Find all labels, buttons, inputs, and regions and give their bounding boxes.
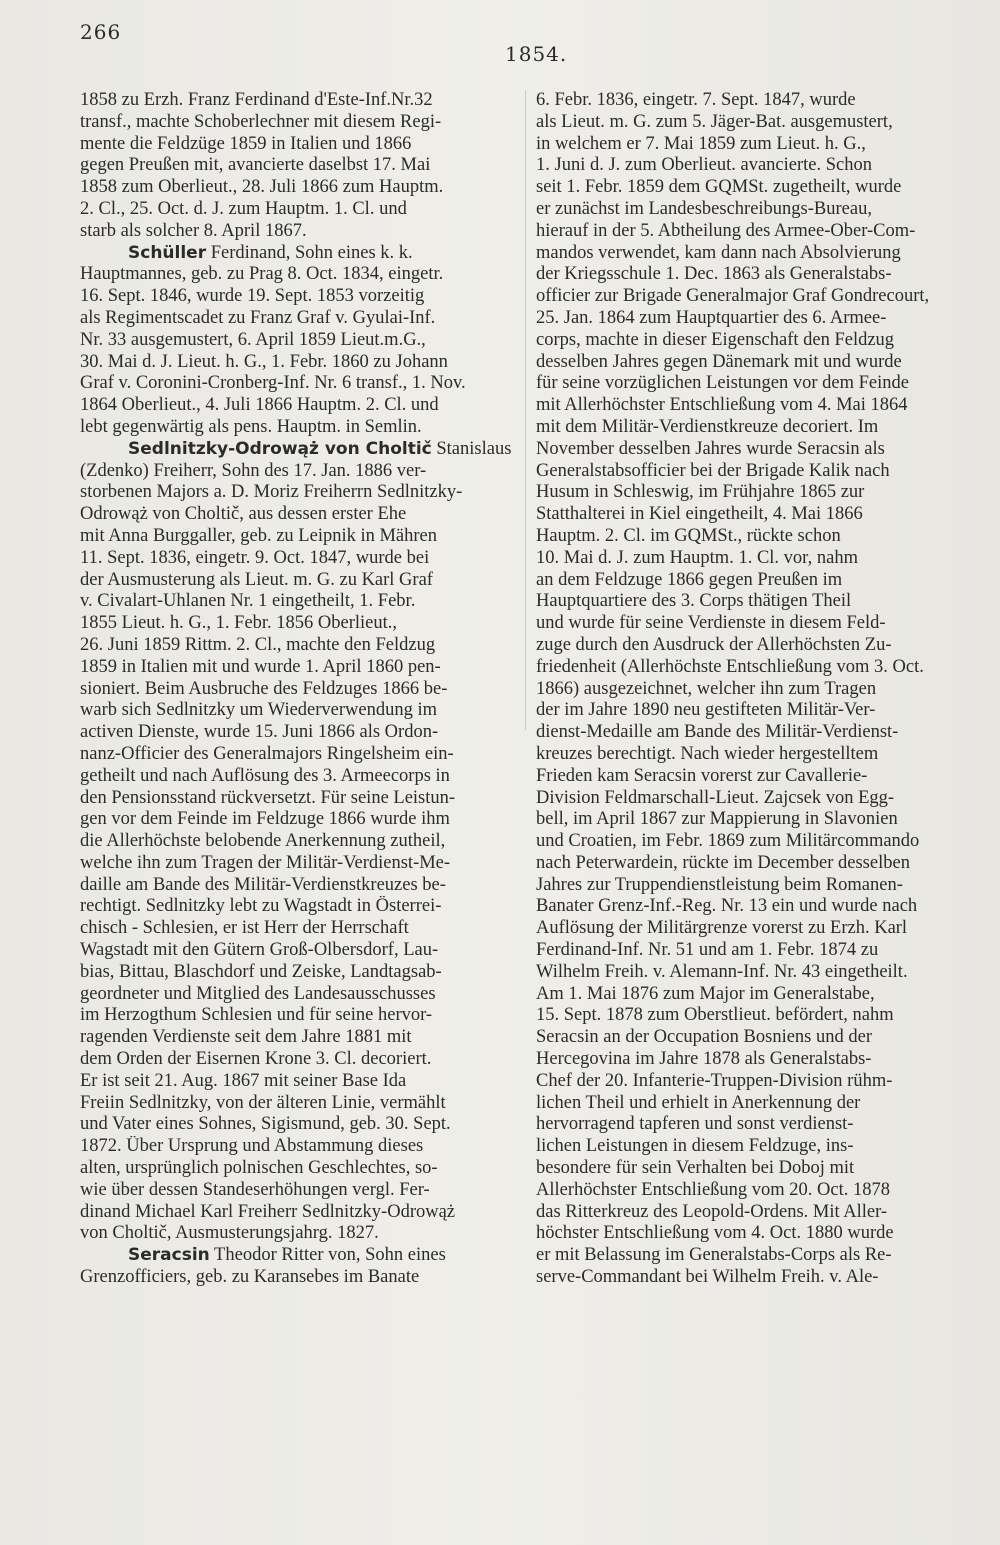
text-line: dienst-Medaille am Bande des Militär-Verdienst-: [536, 722, 899, 743]
text-line: bell, im April 1867 zur Mappierung in Slavonien: [536, 809, 898, 830]
text-line: Grenzofficiers, geb. zu Karansebes im Banate: [80, 1267, 420, 1288]
text-line: Er ist seit 21. Aug. 1867 mit seiner Base Ida: [80, 1070, 407, 1091]
text-line: 1. Juni d. J. zum Oberlieut. avancierte. Schon: [536, 155, 872, 176]
text-line: dinand Michael Karl Freiherr Sedlnitzky-Odrowąż: [80, 1201, 456, 1222]
text-line: dem Orden der Eisernen Krone 3. Cl. decoriert.: [80, 1049, 432, 1070]
text-line: hierauf in der 5. Abtheilung des Armee-Ober-Com-: [536, 220, 916, 241]
text-line: 1858 zu Erzh. Franz Ferdinand d'Este-Inf.Nr.32: [80, 90, 433, 110]
text-line: den Pensionsstand rückversetzt. Für seine Leistun-: [80, 787, 456, 808]
text-line: 25. Jan. 1864 zum Hauptquartier des 6. Armee-: [536, 307, 887, 328]
text-line: ragenden Verdienste seit dem Jahre 1881 mit: [80, 1027, 412, 1048]
text-line: nanz-Officier des Generalmajors Ringelsheim ein-: [80, 743, 454, 764]
text-line: und wurde für seine Verdienste in diesem Feld-: [536, 613, 886, 634]
text-line: 10. Mai d. J. zum Hauptm. 1. Cl. vor, nahm: [536, 547, 858, 568]
text-line: mente die Feldzüge 1859 in Italien und 1866: [80, 133, 412, 154]
text-line: alten, ursprünglich polnischen Geschlechtes, so-: [80, 1158, 438, 1179]
text-line: er mit Belassung im Generalstabs-Corps als Re-: [536, 1245, 892, 1266]
text-line: Hauptmannes, geb. zu Prag 8. Oct. 1834, eingetr.: [80, 264, 444, 285]
text-line: Graf v. Coronini-Cronberg-Inf. Nr. 6 transf., 1. Nov.: [80, 373, 466, 394]
page-number: 266: [80, 20, 122, 44]
text-line: höchster Entschließung vom 4. Oct. 1880 wurde: [536, 1223, 894, 1244]
right-text-column: [536, 90, 960, 1289]
text-line: der Kriegsschule 1. Dec. 1863 als Generalstabs-: [536, 264, 892, 285]
text-line: die Allerhöchste belobende Anerkennung zutheil,: [80, 831, 446, 852]
text-line: lichen Theil und erhielt in Anerkennung der: [536, 1092, 861, 1113]
text-line: Chef der 20. Infanterie-Truppen-Division rühm-: [536, 1070, 893, 1091]
text-line: Odrowąż von Choltič, aus dessen erster Ehe: [80, 504, 407, 525]
left-text-column: [80, 90, 520, 1289]
entry-name: Seracsin: [128, 1245, 210, 1266]
text-line: desselben Jahres gegen Dänemark mit und wurde: [536, 351, 902, 372]
text-line: lichen Leistungen in diesem Feldzuge, ins-: [536, 1136, 854, 1157]
text-line: Ferdinand-Inf. Nr. 51 und am 1. Febr. 1874 zu: [536, 940, 879, 961]
text-line: Wilhelm Freih. v. Alemann-Inf. Nr. 43 eingetheilt.: [536, 961, 908, 982]
text-line: storbenen Majors a. D. Moriz Freiherrn Sedlnitzky-: [80, 482, 463, 503]
text-line: Seracsin Theodor Ritter von, Sohn eines: [128, 1245, 446, 1266]
text-line: hervorragend tapferen und sonst verdienst-: [536, 1114, 854, 1135]
text-line: Seracsin an der Occupation Bosniens und der: [536, 1027, 872, 1048]
text-line: (Zdenko) Freiherr, Sohn des 17. Jan. 1886 ver-: [80, 460, 427, 481]
column-divider: [525, 90, 526, 730]
text-line: 1864 Oberlieut., 4. Juli 1866 Hauptm. 2. Cl. und: [80, 395, 439, 416]
text-line: und Croatien, im Febr. 1869 zum Militärcommando: [536, 831, 920, 852]
text-line: nach Peterwardein, rückte im December desselben: [536, 852, 910, 873]
text-line: Auflösung der Militärgrenze vorerst zu Erzh. Karl: [536, 918, 908, 939]
page-year-heading: 1854.: [505, 42, 568, 66]
text-line: besondere für sein Verhalten bei Doboj mit: [536, 1158, 855, 1179]
text-line: gen vor dem Feinde im Feldzuge 1866 wurde ihm: [80, 809, 450, 830]
text-line: Schüller Ferdinand, Sohn eines k. k.: [128, 242, 413, 263]
text-line: mit Allerhöchster Entschließung vom 4. Mai 1864: [536, 395, 908, 416]
text-line: 30. Mai d. J. Lieut. h. G., 1. Febr. 1860 zu Johann: [80, 351, 448, 372]
text-line: chisch - Schlesien, er ist Herr der Herrschaft: [80, 918, 409, 939]
text-line: starb als solcher 8. April 1867.: [80, 220, 307, 241]
text-line: 1859 in Italien mit und wurde 1. April 1860 pen-: [80, 656, 441, 677]
text-line: der Ausmusterung als Lieut. m. G. zu Karl Graf: [80, 569, 433, 590]
text-line: daille am Bande des Militär-Verdienstkreuzes be-: [80, 874, 446, 895]
text-line: Jahres zur Truppendienstleistung beim Romanen-: [536, 874, 903, 895]
text-line: zuge durch den Ausdruck der Allerhöchsten Zu-: [536, 634, 892, 655]
text-line: Am 1. Mai 1876 zum Major im Generalstabe,: [536, 983, 875, 1004]
text-line: Nr. 33 ausgemustert, 6. April 1859 Lieut.m.G.,: [80, 329, 426, 350]
text-line: 1872. Über Ursprung und Abstammung dieses: [80, 1136, 424, 1157]
text-line: 6. Febr. 1836, eingetr. 7. Sept. 1847, wurde: [536, 90, 856, 110]
text-line: friedenheit (Allerhöchste Entschließung vom 3. Oct.: [536, 656, 924, 677]
text-line: mit Anna Burggaller, geb. zu Leipnik in Mähren: [80, 525, 438, 546]
text-line: Husum in Schleswig, im Frühjahre 1865 zur: [536, 482, 865, 503]
text-line: 26. Juni 1859 Rittm. 2. Cl., machte den Feldzug: [80, 634, 436, 655]
text-line: 15. Sept. 1878 zum Oberstlieut. befördert, nahm: [536, 1005, 894, 1026]
text-line: lebt gegenwärtig als pens. Hauptm. in Semlin.: [80, 416, 422, 437]
text-line: Freiin Sedlnitzky, von der älteren Linie, vermählt: [80, 1092, 446, 1113]
text-line: v. Civalart-Uhlanen Nr. 1 eingetheilt, 1. Febr.: [80, 591, 416, 612]
text-line: November desselben Jahres wurde Seracsin als: [536, 438, 885, 459]
text-line: 2. Cl., 25. Oct. d. J. zum Hauptm. 1. Cl. und: [80, 198, 407, 219]
text-line: activen Dienste, wurde 15. Juni 1866 als Ordon-: [80, 722, 439, 743]
text-line: 11. Sept. 1836, eingetr. 9. Oct. 1847, wurde bei: [80, 547, 430, 568]
text-line: Hercegovina im Jahre 1878 als Generalstabs-: [536, 1049, 872, 1070]
text-line: serve-Commandant bei Wilhelm Freih. v. Ale-: [536, 1267, 879, 1288]
text-line: Division Feldmarschall-Lieut. Zajcsek von Egg-: [536, 787, 895, 808]
text-line: 16. Sept. 1846, wurde 19. Sept. 1853 vorzeitig: [80, 286, 425, 307]
text-line: an dem Feldzuge 1866 gegen Preußen im: [536, 569, 843, 590]
text-line: von Choltič, Ausmusterungsjahrg. 1827.: [80, 1223, 379, 1244]
text-line: Allerhöchster Entschließung vom 20. Oct. 1878: [536, 1179, 891, 1200]
text-line: getheilt und nach Auflösung des 3. Armeecorps in: [80, 765, 450, 786]
text-line: Hauptquartiere des 3. Corps thätigen Theil: [536, 591, 852, 612]
text-line: mandos verwendet, kam dann nach Absolvierung: [536, 242, 901, 263]
text-line: wie über dessen Standeserhöhungen vergl. Fer-: [80, 1179, 430, 1200]
entry-name: Sedlnitzky-Odrowąż von Choltič: [128, 438, 432, 459]
text-line: Sedlnitzky-Odrowąż von Choltič Stanislaus: [128, 438, 512, 459]
entry-name: Schüller: [128, 242, 207, 263]
text-line: der im Jahre 1890 neu gestifteten Militär-Ver-: [536, 700, 876, 721]
text-line: das Ritterkreuz des Leopold-Ordens. Mit Aller-: [536, 1201, 888, 1222]
text-line: transf., machte Schoberlechner mit diesem Regi-: [80, 111, 442, 132]
text-line: im Herzogthum Schlesien und für seine hervor-: [80, 1005, 433, 1026]
text-line: und Vater eines Sohnes, Sigismund, geb. 30. Sept.: [80, 1114, 451, 1135]
text-line: geordneter und Mitglied des Landesausschusses: [80, 983, 436, 1004]
text-line: kreuzes berechtigt. Nach wieder hergestelltem: [536, 743, 879, 764]
text-line: 1855 Lieut. h. G., 1. Febr. 1856 Oberlieut.,: [80, 613, 398, 634]
text-line: Frieden kam Seracsin vorerst zur Cavallerie-: [536, 765, 868, 786]
text-line: in welchem er 7. Mai 1859 zum Lieut. h. G.,: [536, 133, 866, 154]
text-line: Hauptm. 2. Cl. im GQMSt., rückte schon: [536, 525, 841, 546]
text-line: er zunächst im Landesbeschreibungs-Bureau,: [536, 198, 872, 219]
text-line: corps, machte in dieser Eigenschaft den Feldzug: [536, 329, 895, 350]
text-line: bias, Bittau, Blaschdorf und Zeiske, Landtagsab-: [80, 961, 442, 982]
text-line: 1858 zum Oberlieut., 28. Juli 1866 zum Hauptm.: [80, 177, 444, 198]
text-line: seit 1. Febr. 1859 dem GQMSt. zugetheilt, wurde: [536, 177, 902, 198]
text-line: für seine vorzüglichen Leistungen vor dem Feinde: [536, 373, 909, 394]
text-line: Generalstabsofficier bei der Brigade Kalik nach: [536, 460, 890, 481]
text-line: Banater Grenz-Inf.-Reg. Nr. 13 ein und wurde nach: [536, 896, 918, 917]
text-line: rechtigt. Sedlnitzky lebt zu Wagstadt in Österrei-: [80, 896, 442, 917]
text-line: Statthalterei in Kiel eingetheilt, 4. Mai 1866: [536, 504, 863, 525]
text-line: als Lieut. m. G. zum 5. Jäger-Bat. ausgemustert,: [536, 111, 893, 132]
text-line: welche ihn zum Tragen der Militär-Verdienst-Me-: [80, 852, 451, 873]
text-line: Wagstadt mit den Gütern Groß-Olbersdorf, Lau-: [80, 940, 439, 961]
text-line: gegen Preußen mit, avancierte daselbst 17. Mai: [80, 155, 431, 176]
text-line: officier zur Brigade Generalmajor Graf Gondrecourt,: [536, 286, 930, 307]
text-line: 1866) ausgezeichnet, welcher ihn zum Tragen: [536, 678, 877, 699]
text-line: als Regimentscadet zu Franz Graf v. Gyulai-Inf.: [80, 307, 436, 328]
text-line: warb sich Sedlnitzky um Wiederverwendung im: [80, 700, 438, 721]
text-line: mit dem Militär-Verdienstkreuze decoriert. Im: [536, 416, 879, 437]
text-line: sioniert. Beim Ausbruche des Feldzuges 1866 be-: [80, 678, 448, 699]
